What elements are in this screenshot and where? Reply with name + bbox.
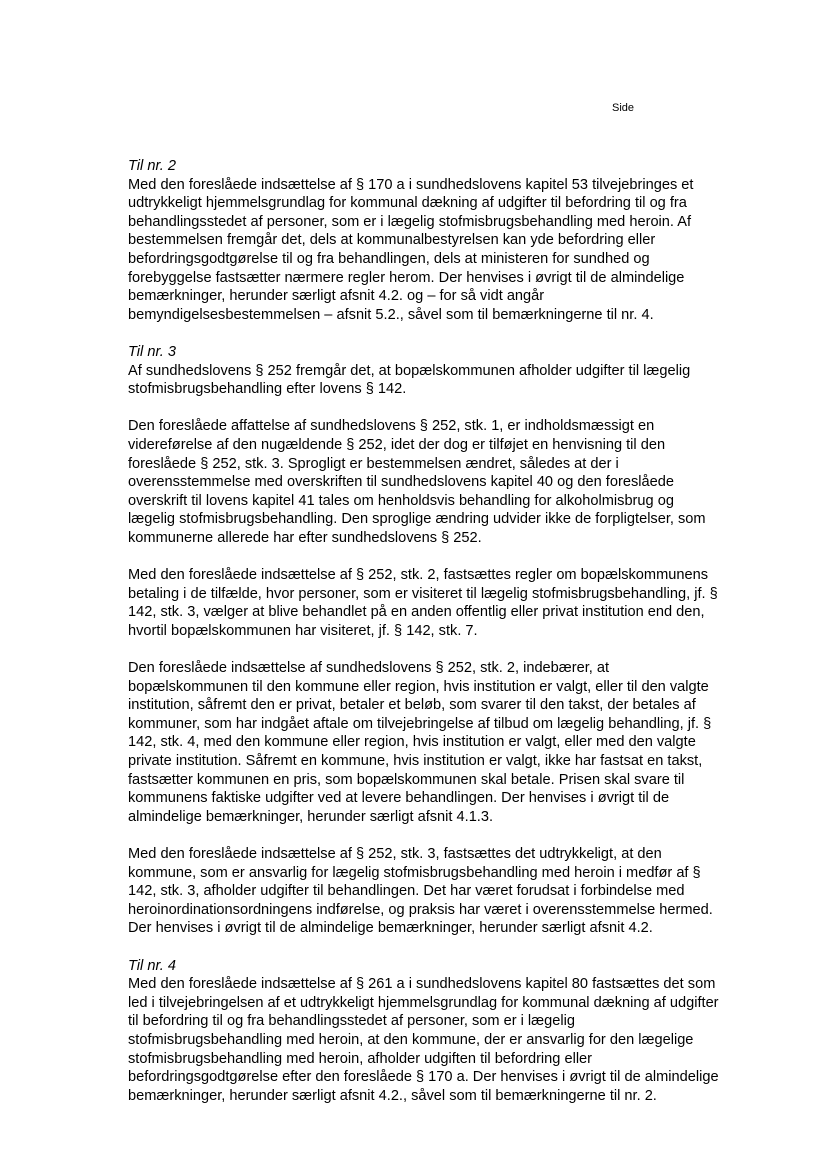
text-line: Af sundhedslovens § 252 fremgår det, at bopælskommunen afholder udgifter til lægelig <box>128 362 691 379</box>
page-header <box>612 101 634 115</box>
section <box>128 157 750 324</box>
text-line: kommunens faktiske udgifter ved at levere behandlingen. Der henvises i øvrigt til de <box>128 790 670 807</box>
text-line: bemærkninger, herunder særligt afsnit 4.2. og – for så vidt angår <box>128 288 545 305</box>
text-line: Med den foreslåede indsættelse af § 252, stk. 2, fastsættes regler om bopælskommunens <box>128 567 708 584</box>
paragraph <box>128 659 750 826</box>
text-line: forebyggelse fastsætter nærmere regler herom. Der henvises i øvrigt til de almindelige <box>128 269 685 286</box>
text-line: Med den foreslåede indsættelse af § 261 a i sundhedslovens kapitel 80 fastsættes det som <box>128 976 716 993</box>
document-body <box>128 157 750 1124</box>
paragraph <box>128 417 750 547</box>
text-line: stofmisbrugsbehandling med heroin, at den kommune, der er ansvarlig for den lægelige <box>128 1031 694 1048</box>
text-line: almindelige bemærkninger, herunder særligt afsnit 4.1.3. <box>128 808 494 825</box>
text-line: fastsætter kommunen en pris, som bopælskommunen skal betale. Prisen skal svare til <box>128 771 685 788</box>
paragraph <box>128 176 750 325</box>
paragraph <box>128 845 750 938</box>
section-heading: Til nr. 3 <box>128 343 176 360</box>
text-line: udtrykkeligt hjemmelsgrundlag for kommunal dækning af udgifter til befordring til og fra <box>128 195 687 212</box>
text-line: bopælskommunen til den kommune eller region, hvis institution er valgt, eller til den valgte <box>128 678 709 695</box>
text-line: Med den foreslåede indsættelse af § 252, stk. 3, fastsættes det udtrykkeligt, at den <box>128 845 662 862</box>
text-line: videreførelse af den nugældende § 252, idet der dog er tilføjet en henvisning til den <box>128 436 666 453</box>
section <box>128 957 750 1106</box>
section <box>128 343 750 938</box>
text-line: kommunerne allerede har efter sundhedslovens § 252. <box>128 529 482 546</box>
text-line: 142, stk. 3, vælger at blive behandlet på en anden offentlig eller privat institution end den, <box>128 604 705 621</box>
page-label: Side <box>612 102 635 114</box>
text-line: private institution. Såfremt en kommune, hvis institution er valgt, ikke har fastsat en takst, <box>128 753 703 769</box>
paragraph <box>128 362 750 399</box>
text-line: bemærkninger, herunder særligt afsnit 4.2., såvel som til bemærkningerne til nr. 2. <box>128 1087 657 1104</box>
text-line: stofmisbrugsbehandling med heroin, afholder udgiften til befordring eller <box>128 1050 593 1067</box>
paragraph <box>128 566 750 640</box>
text-line: lægelig stofmisbrugsbehandling. Den sproglige ændring udvider ikke de forpligtelser, som <box>128 511 706 528</box>
text-line: befordringsgodtgørelse efter den foreslåede § 170 a. Der henvises i øvrigt til de almindelige <box>128 1069 719 1086</box>
text-line: Den foreslåede affattelse af sundhedslovens § 252, stk. 1, er indholdsmæssigt en <box>128 418 655 435</box>
text-line: Der henvises i øvrigt til de almindelige bemærkninger, herunder særligt afsnit 4.2. <box>128 920 653 937</box>
text-line: behandlingsstedet af personer, som er i lægelig stofmisbrugsbehandling med heroin. Af <box>128 213 692 230</box>
text-line: bemyndigelsesbestemmelsen – afsnit 5.2., såvel som til bemærkningerne til nr. 4. <box>128 306 654 323</box>
text-line: overensstemmelse med overskriften til sundhedslovens kapitel 40 og den foreslåede <box>128 474 674 491</box>
text-line: foreslåede § 252, stk. 3. Sprogligt er bestemmelsen ændret, således at der i <box>128 455 619 472</box>
text-line: institution, såfremt den er privat, betaler et beløb, som svarer til den takst, der betales af <box>128 697 696 714</box>
text-line: overskrift til lovens kapitel 41 tales om henholdsvis behandling for alkoholmisbrug og <box>128 492 674 509</box>
text-line: betaling i de tilfælde, hvor personer, som er visiteret til lægelig stofmisbrugsbehandling, jf. § <box>128 585 718 602</box>
text-line: stofmisbrugsbehandling efter lovens § 142. <box>128 381 407 398</box>
text-line: 142, stk. 4, med den kommune eller region, hvis institution er valgt, eller med den valgte <box>128 734 696 751</box>
text-line: bestemmelsen fremgår det, dels at kommunalbestyrelsen kan yde befordring eller <box>128 232 656 249</box>
section-heading: Til nr. 4 <box>128 957 176 974</box>
text-line: kommuner, som har indgået aftale om tilvejebringelse af tilbud om lægelig behandling, jf. § <box>128 715 712 732</box>
text-line: til befordring til og fra behandlingsstedet af personer, som er i lægelig <box>128 1013 575 1030</box>
text-line: Den foreslåede indsættelse af sundhedslovens § 252, stk. 2, indebærer, at <box>128 660 610 677</box>
text-line: hvortil bopælskommunen har visiteret, jf. § 142, stk. 7. <box>128 622 478 639</box>
text-line: heroinordinationsordningens indførelse, og praksis har været i overensstemmelse hermed. <box>128 901 713 918</box>
text-line: Med den foreslåede indsættelse af § 170 a i sundhedslovens kapitel 53 tilvejebringes et <box>128 176 694 193</box>
text-line: befordringsgodtgørelse til og fra behandlingen, dels at ministeren for sundhed og <box>128 250 650 267</box>
paragraph <box>128 975 750 1105</box>
section-heading: Til nr. 2 <box>128 158 176 174</box>
text-line: 142, stk. 3, afholder udgifter til behandlingen. Det har været forudsat i forbindelse med <box>128 883 685 900</box>
text-line: kommune, som er ansvarlig for lægelig stofmisbrugsbehandling med heroin i medfør af § <box>128 864 701 881</box>
text-line: led i tilvejebringelsen af et udtrykkeligt hjemmelsgrundlag for kommunal dækning af udgifter <box>128 994 719 1011</box>
